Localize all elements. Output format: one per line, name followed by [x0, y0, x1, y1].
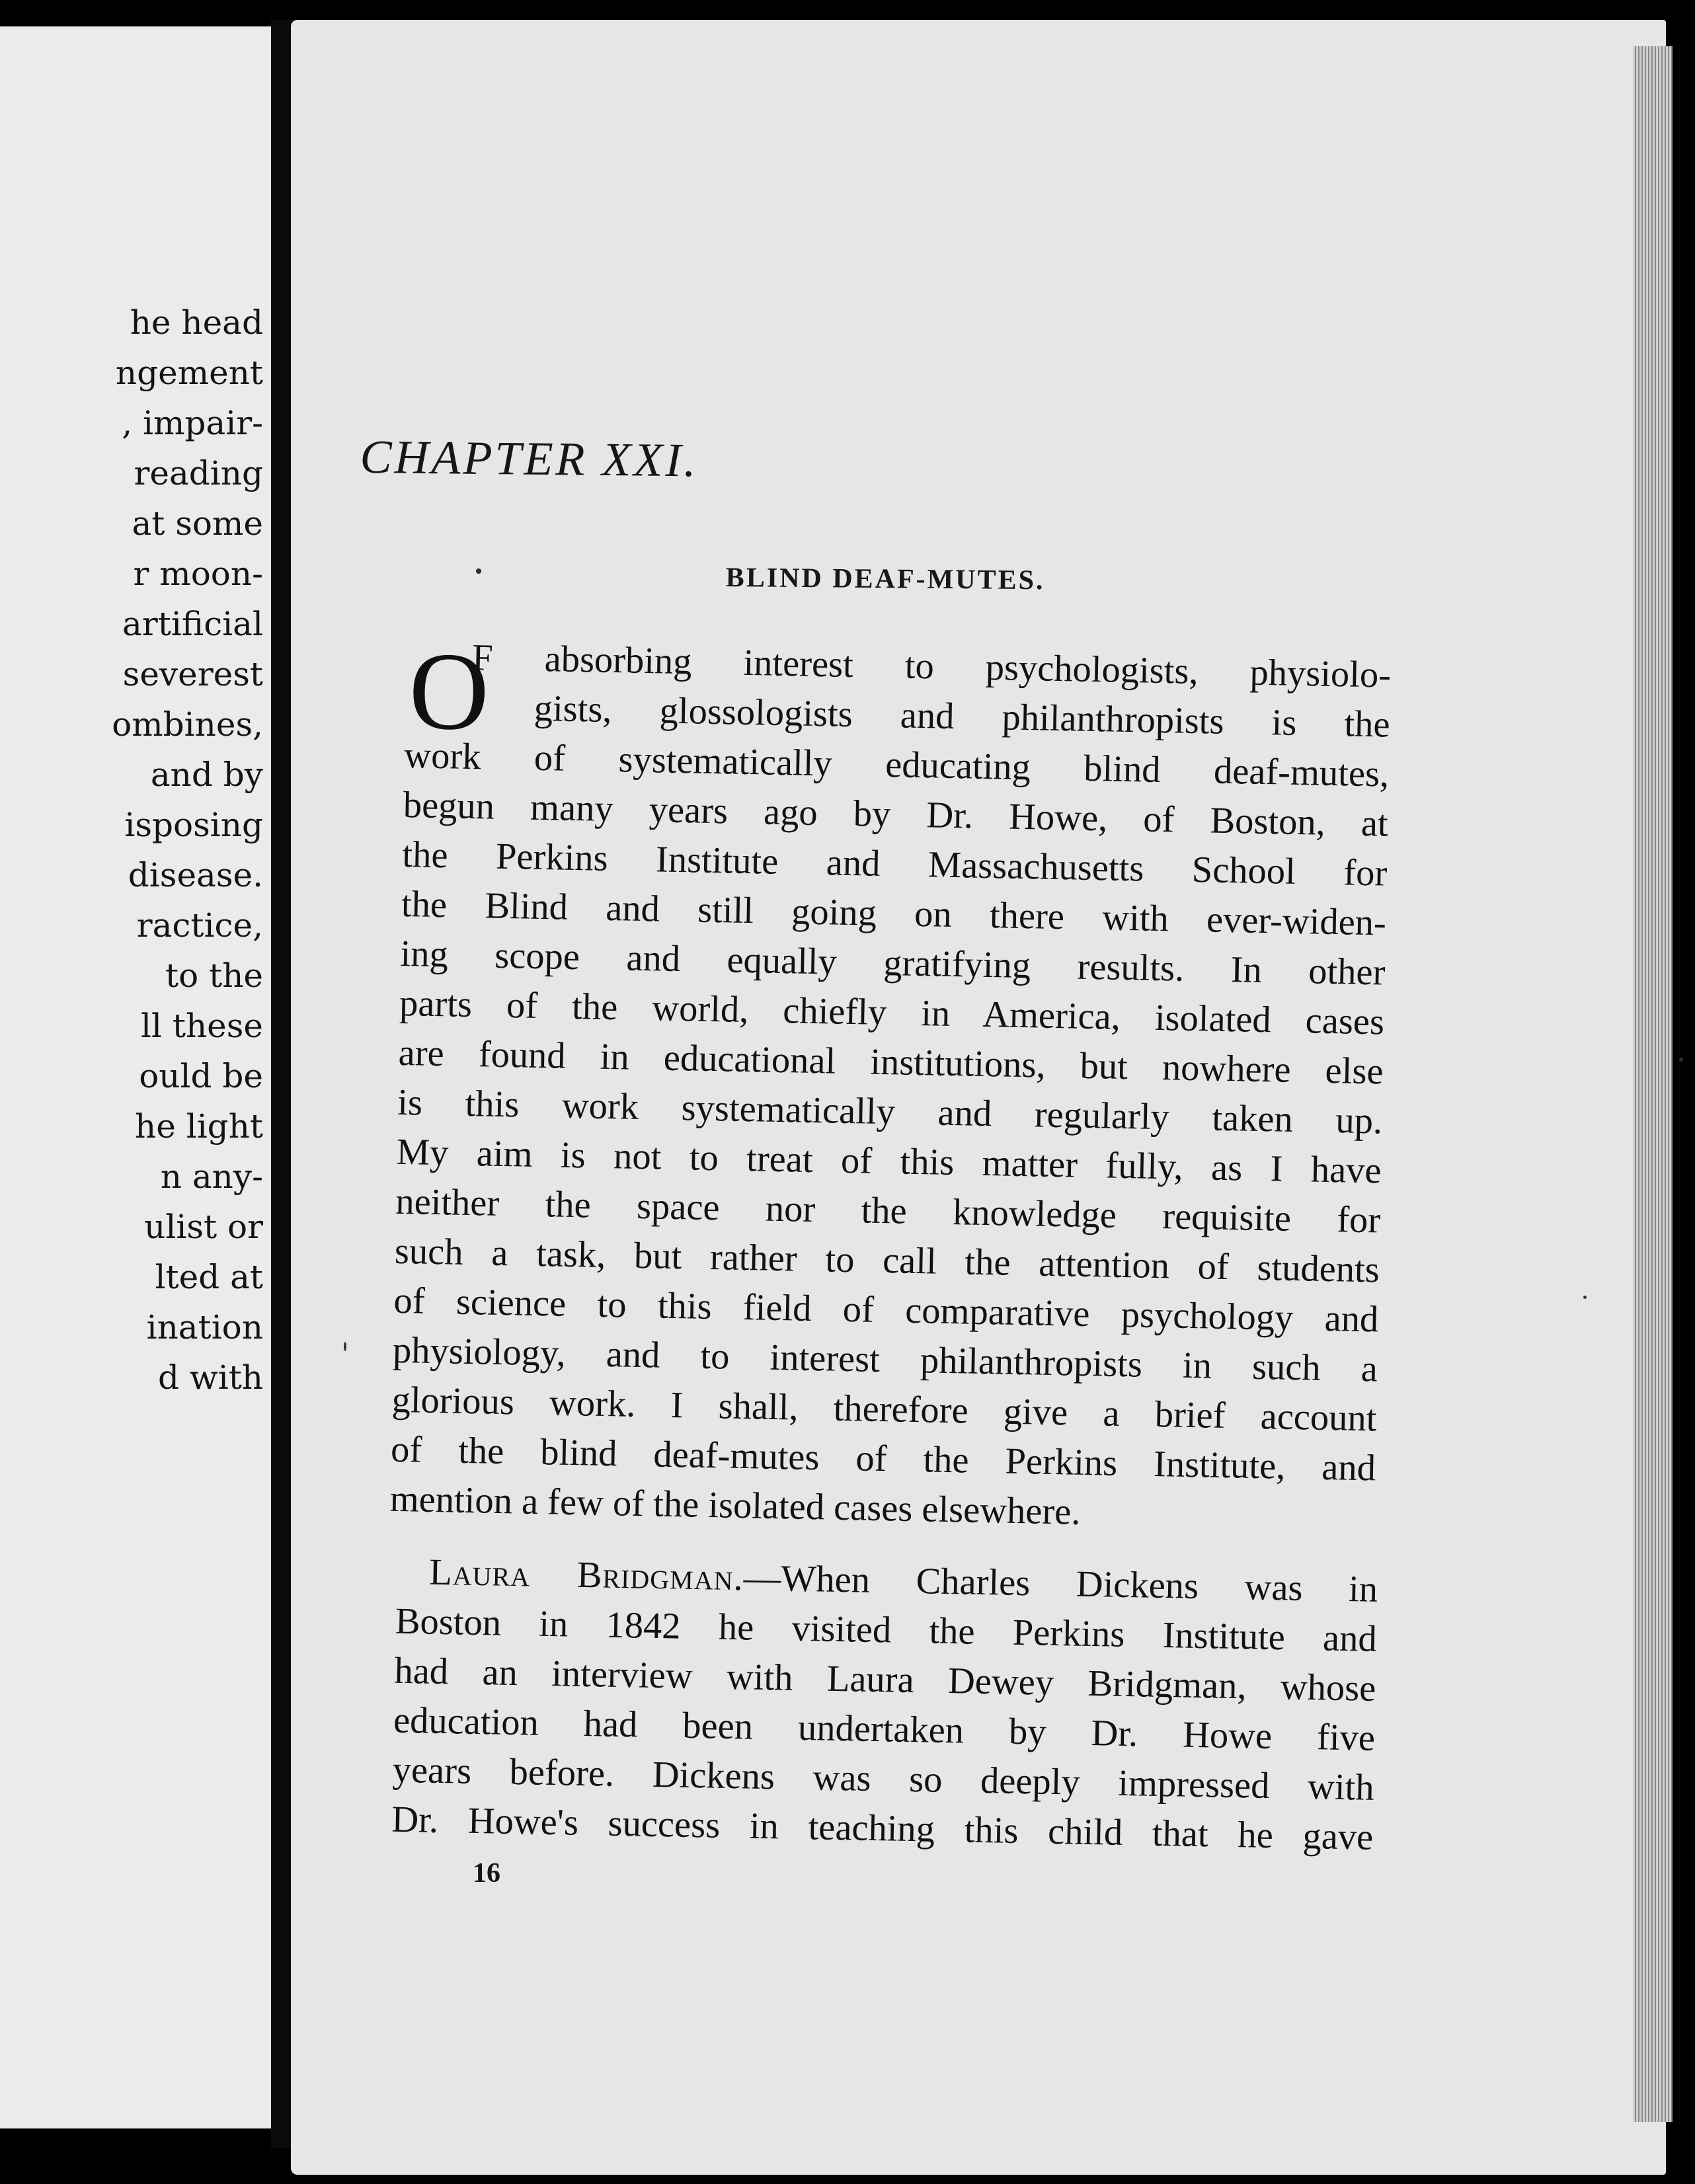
paragraph-line: mention a few of the isolated cases elsewhere.: [389, 1478, 1082, 1533]
previous-page-line: lted at: [155, 1258, 263, 1296]
previous-page-line: artificial: [122, 605, 263, 643]
paragraph-line: begun many years ago by Dr. Howe, of Boston, at: [403, 785, 1389, 845]
paragraph-line: neither the space nor the knowledge requisite for: [395, 1181, 1381, 1241]
paragraph-line: gists, glossologists and philanthropists is the: [533, 687, 1391, 746]
paragraph-line: F absorbing interest to psychologists, physiolo-: [471, 637, 1392, 696]
page-edge-stack: [1633, 46, 1673, 2122]
paragraph-line: Boston in 1842 he visited the Perkins Institute and: [395, 1600, 1378, 1660]
previous-page-line: ractice,: [136, 906, 263, 945]
previous-page-line: ination: [146, 1308, 263, 1346]
previous-page-line: at some: [132, 504, 263, 543]
previous-page-line: ombines,: [112, 705, 263, 744]
previous-page-line: disease.: [128, 856, 263, 894]
print-speck: [476, 568, 481, 574]
previous-page-line: d with: [158, 1358, 263, 1397]
print-speck: [1679, 1058, 1683, 1062]
paragraph-line: ing scope and equally gratifying results. In other: [400, 933, 1386, 994]
paragraph-line-rest: —When Charles Dickens was in: [743, 1557, 1378, 1610]
previous-page-line: isposing: [124, 806, 263, 844]
previous-page-line: ulist or: [144, 1208, 263, 1246]
paragraph-line: glorious work. I shall, therefore give a brief account: [391, 1379, 1378, 1440]
previous-page-line: severest: [122, 655, 263, 693]
chapter-heading: CHAPTER XXI.: [360, 430, 699, 487]
previous-page-line: n any-: [160, 1157, 263, 1196]
previous-page-line: and by: [150, 756, 263, 794]
previous-page-line: ould be: [139, 1057, 263, 1095]
paragraph-line: physiology, and to interest philanthropists in such a: [392, 1329, 1378, 1390]
run-in-heading: Laura Bridgman.: [428, 1551, 744, 1599]
paragraph-line: the Blind and still going on there with ever-widen-: [401, 883, 1387, 944]
print-speck: [344, 1342, 346, 1351]
section-title: BLIND DEAF-MUTES.: [725, 562, 1045, 596]
previous-page-line: ll these: [140, 1007, 263, 1045]
paragraph-line: parts of the world, chiefly in America, isolated cases: [399, 982, 1385, 1043]
paragraph-line: of science to this field of comparative psychology and: [393, 1280, 1379, 1341]
previous-page-text: [0, 297, 263, 1403]
previous-page: [0, 26, 271, 2128]
paragraph-2: [365, 1547, 1388, 1863]
paragraph-line: My aim is not to treat of this matter fully, as I have: [396, 1131, 1382, 1192]
drop-cap: O: [407, 629, 491, 754]
print-speck: [1583, 1296, 1587, 1299]
previous-page-line: ngement: [115, 354, 263, 392]
page-number: 16: [473, 1858, 500, 1889]
paragraph-line: are found in educational institutions, but nowhere else: [398, 1032, 1384, 1093]
previous-page-line: to the: [165, 956, 263, 995]
previous-page-line: he head: [130, 303, 263, 342]
previous-page-line: r moon-: [133, 555, 263, 593]
paragraph-line: had an interview with Laura Dewey Bridgman, whose: [393, 1650, 1376, 1709]
paragraph-line: of the blind deaf-mutes of the Perkins Institute, and: [390, 1428, 1376, 1489]
previous-page-line: reading: [134, 454, 263, 492]
paragraph-line: Dr. Howe's success in teaching this child that he gave: [391, 1799, 1374, 1858]
paragraph-line: work of systematically educating blind deaf-mutes,: [403, 735, 1390, 795]
paragraph-line: the Perkins Institute and Massachusetts School for: [401, 834, 1388, 894]
paragraph-1: [353, 631, 1392, 1543]
paragraph-line: such a task, but rather to call the attention of students: [394, 1230, 1380, 1291]
paragraph-line: is this work systematically and regularly taken up.: [397, 1081, 1383, 1142]
previous-page-line: he light: [135, 1107, 263, 1146]
paragraph-line: years before. Dickens was so deeply impressed with: [392, 1749, 1375, 1809]
paragraph-line: education had been undertaken by Dr. Howe five: [393, 1699, 1376, 1759]
previous-page-line: , impair-: [122, 404, 263, 442]
